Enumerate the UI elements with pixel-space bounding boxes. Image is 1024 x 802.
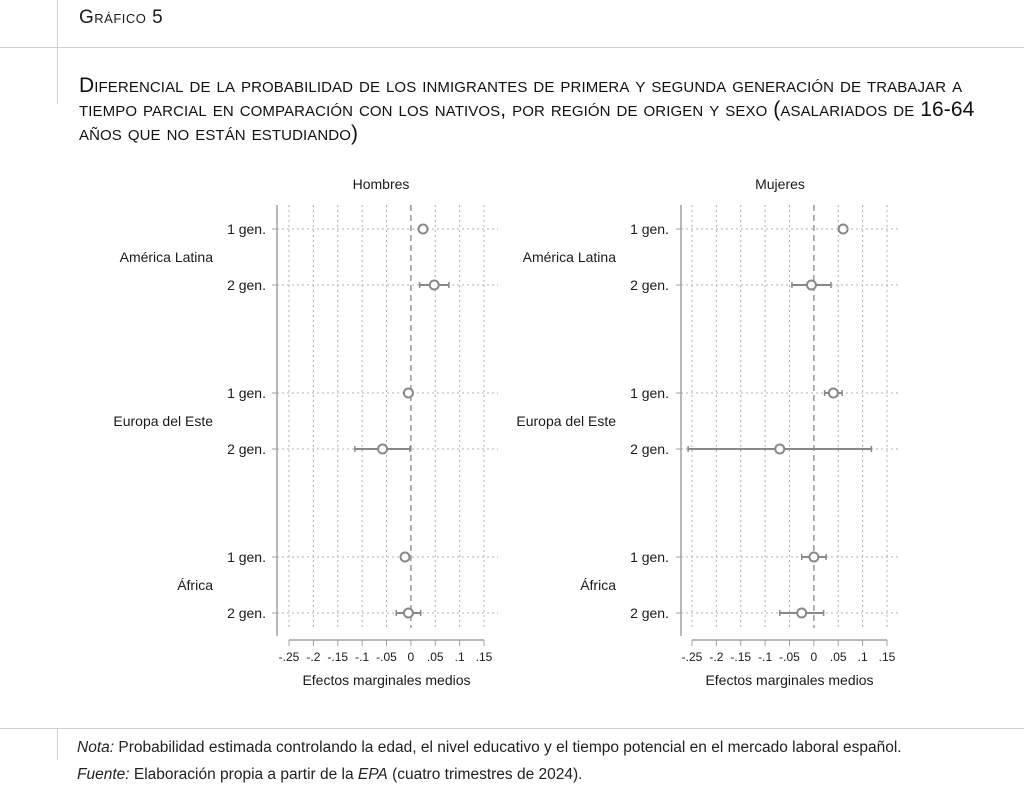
region-label: Europa del Este bbox=[516, 413, 616, 429]
source-label: Fuente: bbox=[77, 766, 130, 783]
x-tick-label: -.1 bbox=[758, 650, 773, 664]
region-label: América Latina bbox=[119, 249, 213, 265]
x-tick-label: .05 bbox=[426, 650, 444, 664]
point-estimate bbox=[797, 609, 806, 618]
x-tick-label: .1 bbox=[857, 650, 868, 664]
x-axis-title: Efectos marginales medios bbox=[302, 672, 471, 688]
region-label: Europa del Este bbox=[113, 413, 213, 429]
x-tick-label: -.25 bbox=[681, 650, 703, 664]
x-tick-label: -.1 bbox=[355, 650, 370, 664]
source-line bbox=[77, 766, 582, 784]
x-tick-label: -.15 bbox=[327, 650, 349, 664]
row-label: 1 gen. bbox=[227, 549, 266, 565]
point-estimate bbox=[419, 225, 428, 234]
row-label: 2 gen. bbox=[630, 277, 669, 293]
footer-accent-rule bbox=[57, 728, 58, 760]
row-label: 1 gen. bbox=[630, 385, 669, 401]
x-axis-title: Efectos marginales medios bbox=[705, 672, 874, 688]
x-tick-label: 0 bbox=[407, 650, 415, 664]
x-tick-label: -.15 bbox=[730, 650, 752, 664]
figure-title: Diferencial de la probabilidad de los inmigrantes de primera y segunda generación de trabajar a tiempo parcial en comparación con los nativos, por región de origen y sexo (asalariados de 16-64 años que no están estudiando) bbox=[79, 74, 975, 145]
point-estimate bbox=[807, 281, 816, 290]
region-label: África bbox=[580, 577, 616, 593]
point-estimate bbox=[430, 281, 439, 290]
x-tick-label: .1 bbox=[454, 650, 465, 664]
x-tick-label: -.25 bbox=[278, 650, 300, 664]
row-label: 2 gen. bbox=[630, 441, 669, 457]
panel-title: Mujeres bbox=[755, 176, 805, 192]
row-label: 2 gen. bbox=[227, 605, 266, 621]
point-estimate bbox=[404, 609, 413, 618]
point-estimate bbox=[378, 445, 387, 454]
point-estimate bbox=[775, 445, 784, 454]
row-label: 1 gen. bbox=[227, 385, 266, 401]
note-label: Nota: bbox=[77, 739, 115, 756]
point-estimate bbox=[839, 225, 848, 234]
x-tick-label: .15 bbox=[475, 650, 493, 664]
x-tick-label: -.05 bbox=[376, 650, 397, 664]
point-estimate bbox=[829, 389, 838, 398]
x-tick-label: 0 bbox=[810, 650, 818, 664]
bottom-divider bbox=[0, 728, 1024, 729]
point-estimate bbox=[404, 389, 413, 398]
x-tick-label: -.2 bbox=[709, 650, 724, 664]
row-label: 1 gen. bbox=[630, 221, 669, 237]
row-label: 1 gen. bbox=[630, 549, 669, 565]
panel-title: Hombres bbox=[352, 176, 410, 192]
row-label: 2 gen. bbox=[630, 605, 669, 621]
row-label: 2 gen. bbox=[227, 441, 266, 457]
x-tick-label: -.05 bbox=[779, 650, 800, 664]
region-label: África bbox=[177, 577, 213, 593]
region-label: América Latina bbox=[522, 249, 616, 265]
x-tick-label: -.2 bbox=[306, 650, 321, 664]
note-text: Probabilidad estimada controlando la edad, el nivel educativo y el tiempo potencial en el mercado laboral español. bbox=[118, 739, 902, 756]
row-label: 1 gen. bbox=[227, 221, 266, 237]
source-text-after: (cuatro trimestres de 2024). bbox=[392, 766, 583, 783]
source-text-before: Elaboración propia a partir de la bbox=[133, 766, 354, 783]
note-line bbox=[77, 739, 902, 757]
point-estimate bbox=[809, 553, 818, 562]
source-text-italic: EPA bbox=[357, 766, 388, 783]
point-estimate bbox=[401, 553, 410, 562]
figure-label: Gráfico 5 bbox=[79, 7, 164, 28]
row-label: 2 gen. bbox=[227, 277, 266, 293]
x-tick-label: .05 bbox=[829, 650, 847, 664]
x-tick-label: .15 bbox=[878, 650, 896, 664]
